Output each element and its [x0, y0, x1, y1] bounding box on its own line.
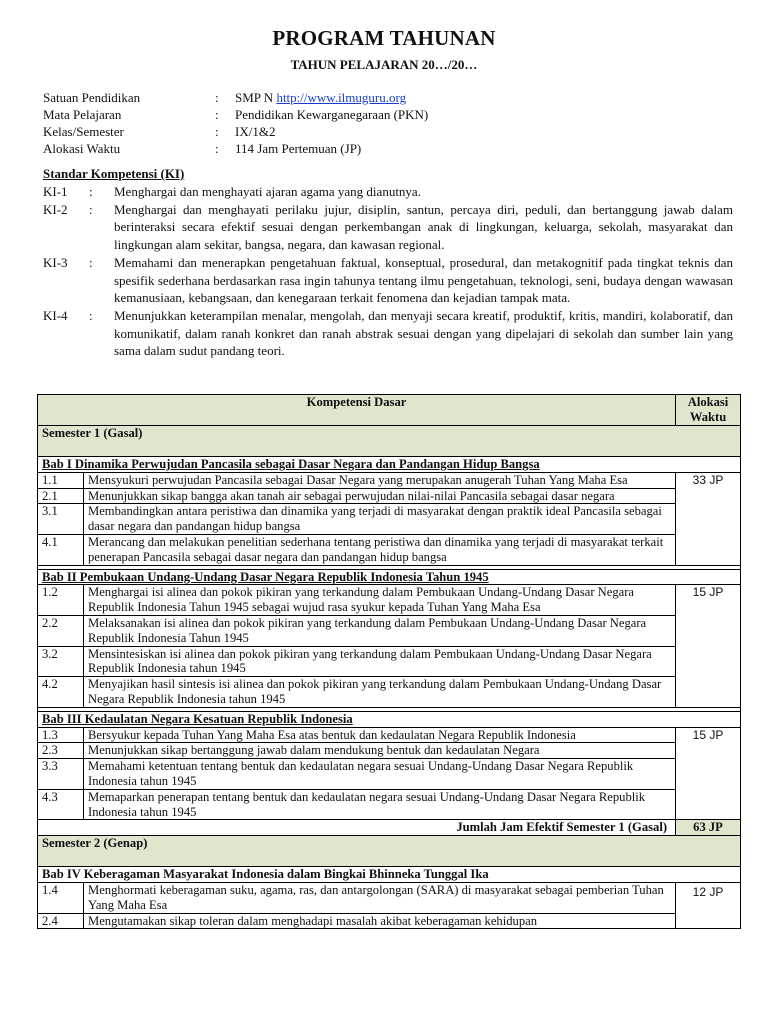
semester-1-row [38, 426, 741, 457]
table-row [38, 646, 741, 677]
kd-number: 2.4 [38, 913, 84, 929]
ki-colon: : [89, 201, 93, 217]
info-colon: : [215, 141, 219, 156]
alokasi-cell: 15 JP [676, 585, 741, 707]
kd-text: Menunjukkan sikap bertanggung jawab dalam mendukung bentuk dan kedaulatan Negara [84, 743, 676, 759]
ki-item [43, 201, 733, 254]
bab-row [38, 457, 741, 473]
table-row [38, 789, 741, 820]
kd-number: 2.1 [38, 488, 84, 504]
info-row-alokasi [43, 140, 428, 157]
alokasi-cell: 15 JP [676, 727, 741, 820]
ki-colon: : [89, 307, 93, 323]
total-label: Jumlah Jam Efektif Semester 1 (Gasal) [38, 820, 676, 836]
info-colon: : [215, 90, 219, 105]
ki-text: Menghargai dan menghayati perilaku jujur, disiplin, santun, percaya diri, peduli, dan bertanggung jawab dalam berinteraksi secara efektif sesuai dengan perkembangan anak di lingkungan, keluarga, sekolah, masyarakat dan lingkungan alam sekitar, bangsa, negara, dan kawasan regional. [114, 201, 733, 253]
table-row [38, 759, 741, 790]
total-row-semester-1 [38, 820, 741, 836]
kd-number: 3.3 [38, 759, 84, 790]
table-row [38, 615, 741, 646]
ki-item [43, 254, 733, 307]
info-label: Kelas/Semester [43, 124, 124, 139]
kd-number: 3.2 [38, 646, 84, 677]
table-row [38, 534, 741, 565]
ki-code: KI-4 [43, 307, 68, 323]
info-label: Mata Pelajaran [43, 107, 122, 122]
kd-number: 1.3 [38, 727, 84, 743]
info-row-kelas [43, 123, 428, 140]
header-alokasi-waktu: Alokasi Waktu [676, 395, 741, 426]
ki-text: Memahami dan menerapkan pengetahuan faktual, konseptual, prosedural, dan metakognitif pada tingkat teknis dan spesifik sederhana berdasarkan rasa ingin tahunya tentang ilmu pengetahuan, teknologi, seni, budaya dengan wawasan kemanusiaan, kebangsaan, dan kenegaraan terkait fenomena dan kejadian tampak mata. [114, 254, 733, 306]
bab-title: Bab II Pembukaan Undang-Undang Dasar Negara Republik Indonesia Tahun 1945 [38, 569, 741, 585]
kd-number: 2.3 [38, 743, 84, 759]
info-row-satuan [43, 89, 428, 106]
info-value: Pendidikan Kewarganegaraan (PKN) [235, 107, 429, 122]
kd-text: Menghormati keberagaman suku, agama, ras, dan antargolongan (SARA) di masyarakat sebagai pemberian Tuhan Yang Maha Esa [84, 882, 676, 913]
kd-text: Memaparkan penerapan tentang bentuk dan kedaulatan negara sesuai Undang-Undang Dasar Negara Republik Indonesia tahun 1945 [84, 789, 676, 820]
bab-title: Bab I Dinamika Perwujudan Pancasila sebagai Dasar Negara dan Pandangan Hidup Bangsa [38, 457, 741, 473]
bab-row [38, 711, 741, 727]
info-label: Satuan Pendidikan [43, 90, 141, 105]
ki-colon: : [89, 184, 93, 199]
info-value [235, 89, 406, 106]
table-row [38, 727, 741, 743]
kd-text: Mensyukuri perwujudan Pancasila sebagai Dasar Negara yang merupakan anugerah Tuhan Yang Maha Esa [84, 472, 676, 488]
kd-text: Menunjukkan sikap bangga akan tanah air sebagai perwujudan nilai-nilai Pancasila sebagai dasar negara [84, 488, 676, 504]
page-title: PROGRAM TAHUNAN [272, 26, 496, 50]
school-link[interactable]: http://www.ilmuguru.org [276, 90, 407, 105]
kd-text: Membandingkan antara peristiwa dan dinamika yang terjadi di masyarakat dengan praktik ideal Pancasila sebagai dasar negara dan pandangan hidup bangsa [84, 504, 676, 535]
kd-text: Merancang dan melakukan penelitian sederhana tentang peristiwa dan dinamika yang terjadi di masyarakat terkait penerapan Pancasila sebagai dasar negara dan pandangan hidup bangsa [84, 534, 676, 565]
kd-text: Memahami ketentuan tentang bentuk dan kedaulatan negara sesuai Undang-Undang Dasar Negara Republik Indonesia tahun 1945 [84, 759, 676, 790]
ki-code: KI-2 [43, 201, 68, 217]
info-value-text: SMP N [235, 90, 277, 105]
table-row [38, 504, 741, 535]
info-row-mapel [43, 106, 428, 123]
header-kompetensi-dasar: Kompetensi Dasar [38, 395, 676, 426]
kd-number: 2.2 [38, 615, 84, 646]
kd-text: Melaksanakan isi alinea dan pokok pikiran yang terkandung dalam Pembukaan Undang-Undang Dasar Negara Republik Indonesia Tahun 1945 [84, 615, 676, 646]
kd-number: 1.1 [38, 472, 84, 488]
table-row [38, 913, 741, 929]
semester-2-label: Semester 2 (Genap) [38, 836, 741, 867]
kd-text: Menghargai isi alinea dan pokok pikiran yang terkandung dalam Pembukaan Undang-Undang Dasar Negara Republik Indonesia Tahun 1945 sebagai wujud rasa syukur kepada Tuhan Yang Maha Esa [84, 585, 676, 616]
ki-colon: : [89, 254, 93, 270]
bab-row [38, 569, 741, 585]
table-row [38, 585, 741, 616]
table-row [38, 472, 741, 488]
ki-item [43, 307, 733, 360]
table-row [38, 677, 741, 708]
kd-number: 4.1 [38, 534, 84, 565]
identity-block [43, 89, 428, 157]
info-colon: : [215, 124, 219, 139]
page-subtitle: TAHUN PELAJARAN 20…/20… [290, 57, 478, 72]
kd-text: Menyajikan hasil sintesis isi alinea dan pokok pikiran yang terkandung dalam Pembukaan Undang-Undang Dasar Negara Republik Indonesia tahun 1945 [84, 677, 676, 708]
info-colon: : [215, 107, 219, 122]
table-row [38, 743, 741, 759]
alokasi-cell: 33 JP [676, 472, 741, 565]
alokasi-cell: 12 JP [676, 882, 741, 928]
kd-number: 4.2 [38, 677, 84, 708]
ki-text: Menghargai dan menghayati ajaran agama yang dianutnya. [114, 184, 421, 199]
ki-heading: Standar Kompetensi (KI) [43, 166, 185, 181]
bab-title: Bab III Kedaulatan Negara Kesatuan Republik Indonesia [38, 711, 741, 727]
ki-text: Menunjukkan keterampilan menalar, mengolah, dan menyaji secara kreatif, produktif, kritis, mandiri, kolaboratif, dan komunikatif, dalam ranah konkret dan ranah abstrak sesuai dengan yang dipelajari di sekolah dan sumber lain yang sama dalam sudut pandang teori. [114, 307, 733, 359]
kd-number: 4.3 [38, 789, 84, 820]
total-value: 63 JP [676, 820, 741, 836]
kd-text: Mensintesiskan isi alinea dan pokok pikiran yang terkandung dalam Pembukaan Undang-Undang Dasar Negara Republik Indonesia tahun 1945 [84, 646, 676, 677]
kd-text: Mengutamakan sikap toleran dalam menghadapi masalah akibat keberagaman kehidupan [84, 913, 676, 929]
ki-list [43, 183, 733, 360]
info-label: Alokasi Waktu [43, 141, 121, 156]
kd-text: Bersyukur kepada Tuhan Yang Maha Esa atas bentuk dan kedaulatan Negara Republik Indonesia [84, 727, 676, 743]
ki-code: KI-1 [43, 184, 68, 199]
kd-number: 3.1 [38, 504, 84, 535]
bab-title: Bab IV Keberagaman Masyarakat Indonesia dalam Bingkai Bhinneka Tunggal Ika [38, 867, 741, 883]
ki-item [43, 183, 733, 201]
kompetensi-dasar-table [37, 394, 741, 929]
ki-code: KI-3 [43, 254, 68, 270]
info-value: 114 Jam Pertemuan (JP) [235, 141, 362, 156]
semester-2-row [38, 836, 741, 867]
kd-number: 1.2 [38, 585, 84, 616]
table-row [38, 488, 741, 504]
semester-1-label: Semester 1 (Gasal) [38, 426, 741, 457]
bab-row [38, 867, 741, 883]
info-value: IX/1&2 [235, 124, 276, 139]
table-header-row [38, 395, 741, 426]
kd-number: 1.4 [38, 882, 84, 913]
table-row [38, 882, 741, 913]
